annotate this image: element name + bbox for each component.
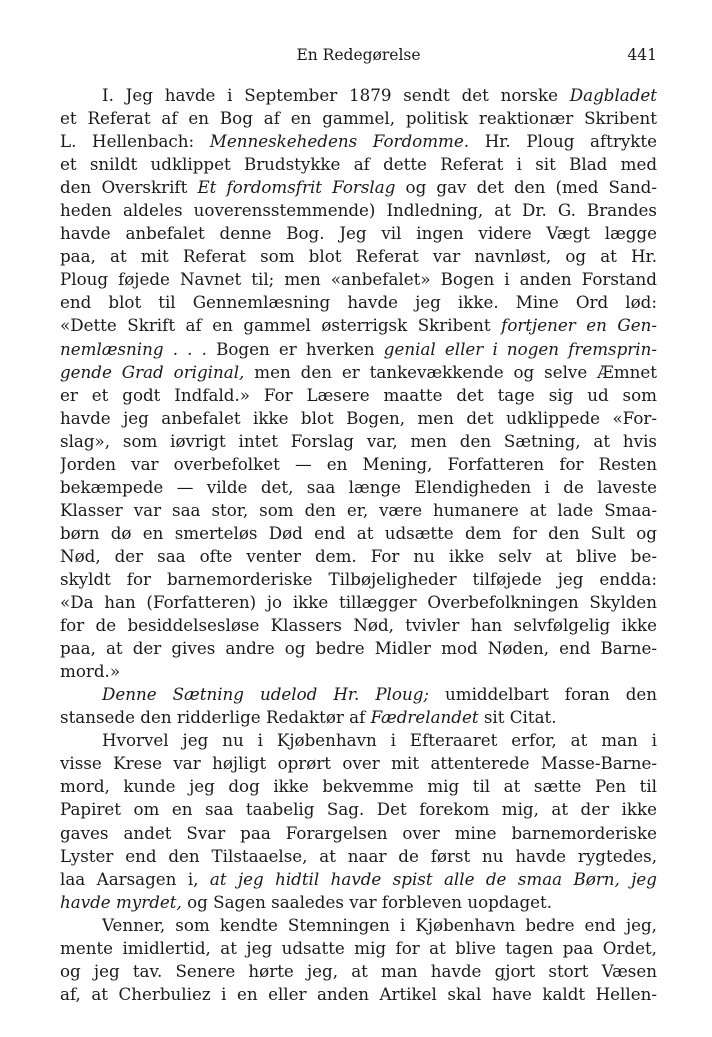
text-line: et Referat af en Bog af en gammel, politisk reaktionær Skribent (60, 108, 657, 129)
text-line: stansede den ridderlige Redaktør af Fædrelandet sit Citat. (60, 707, 557, 728)
text-line: havde myrdet, og Sagen saaledes var forbleven uopdaget. (60, 891, 553, 912)
text-line: børn dø en smerteløs Død end at udsætte dem for den Sult og (60, 522, 657, 543)
text-line: Lyster end den Tilstaaelse, at naar de først nu havde rygtedes, (60, 845, 657, 866)
text-line: mord, kunde jeg dog ikke bekvemme mig til at sætte Pen til (60, 776, 657, 797)
body-text (60, 84, 657, 1006)
text-line: mente imidlertid, at jeg udsatte mig for at blive tagen paa Ordet, (60, 937, 657, 958)
text-line: nemlæsning . . . Bogen er hverken genial eller i nogen fremsprin- (60, 338, 657, 359)
text-line: Nød, der saa ofte venter dem. For nu ikke selv at blive be- (60, 545, 657, 566)
text-line: og jeg tav. Senere hørte jeg, at man havde gjort stort Væsen (60, 960, 657, 981)
text-line: gaves andet Svar paa Forargelsen over mine barnemorderiske (60, 822, 657, 843)
text-line: havde anbefalet denne Bog. Jeg vil ingen videre Vægt lægge (60, 223, 657, 244)
page-header (60, 46, 657, 68)
text-line: af, at Cherbuliez i en eller anden Artikel skal have kaldt Hellen- (60, 983, 657, 1004)
text-line: Jorden var overbefolket — en Mening, Forfatteren for Resten (60, 453, 657, 474)
text-line: Venner, som kendte Stemningen i Kjøbenhavn bedre end jeg, (102, 914, 657, 935)
text-line: er et godt Indfald.» For Læsere maatte det tage sig ud som (60, 384, 657, 405)
text-line: paa, at mit Referat som blot Referat var navnløst, og at Hr. (60, 246, 657, 267)
text-line: end blot til Gennemlæsning havde jeg ikke. Mine Ord lød: (60, 292, 657, 313)
text-line: Papiret om en saa taabelig Sag. Det forekom mig, at der ikke (60, 799, 657, 820)
text-line: «Da han (Forfatteren) jo ikke tillægger Overbefolkningen Skylden (60, 592, 657, 613)
text-line: Klasser var saa stor, som den er, være humanere at lade Smaa- (60, 499, 657, 520)
text-line: bekæmpede — vilde det, saa længe Elendigheden i de laveste (60, 476, 657, 497)
text-line: Denne Sætning udelod Hr. Ploug; umiddelbart foran den (102, 684, 657, 705)
text-line: slag», som iøvrigt intet Forslag var, men den Sætning, at hvis (60, 430, 657, 451)
text-line: for de besiddelsesløse Klassers Nød, tvivler han selvfølgelig ikke (60, 615, 657, 636)
text-line: mord.» (60, 661, 121, 682)
text-line: den Overskrift Et fordomsfrit Forslag og gav det den (med Sand- (60, 177, 657, 198)
text-line: paa, at der gives andre og bedre Midler mod Nøden, end Barne- (60, 638, 657, 659)
text-line: laa Aarsagen i, at jeg hidtil havde spist alle de smaa Børn, jeg (60, 868, 657, 889)
text-line: et snildt udklippet Brudstykke af dette Referat i sit Blad med (60, 154, 657, 175)
running-title: En Redegørelse (296, 46, 421, 64)
text-line: L. Hellenbach: Menneskehedens Fordomme. Hr. Ploug aftrykte (60, 131, 657, 152)
text-line: havde jeg anbefalet ikke blot Bogen, men det udklippede «For- (60, 407, 657, 428)
text-line: I. Jeg havde i September 1879 sendt det norske Dagbladet (102, 85, 657, 105)
text-line: heden aldeles uoverensstemmende) Indledning, at Dr. G. Brandes (60, 200, 657, 221)
text-line: «Dette Skrift af en gammel østerrigsk Skribent fortjener en Gen- (60, 315, 657, 336)
page-number: 441 (627, 46, 657, 64)
text-line: skyldt for barnemorderiske Tilbøjeligheder tilføjede jeg endda: (60, 568, 657, 589)
text-line: Hvorvel jeg nu i Kjøbenhavn i Efteraaret erfor, at man i (102, 730, 657, 751)
text-line: gende Grad original, men den er tankevækkende og selve Æmnet (60, 361, 657, 382)
text-line: visse Krese var højligt oprørt over mit attenterede Masse-Barne- (60, 753, 657, 774)
text-line: Ploug føjede Navnet til; men «anbefalet» Bogen i anden Forstand (60, 269, 657, 290)
